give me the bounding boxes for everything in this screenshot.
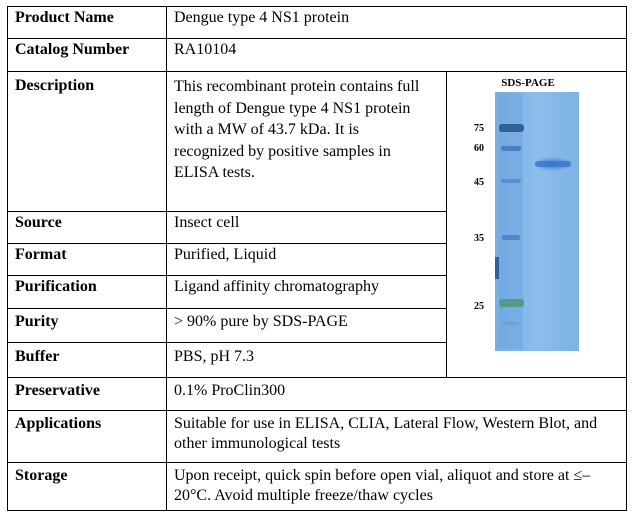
purity-value: > 90% pure by SDS-PAGE [174, 313, 348, 330]
description-label: Description [15, 77, 95, 94]
preservative-label: Preservative [15, 382, 100, 399]
marker-label-45: 45 [474, 177, 484, 188]
format-value: Purified, Liquid [174, 246, 277, 263]
description-value: This recombinant protein contains full length of Dengue type 4 NS1 protein with a MW of 43.7 kDa. It is recognized by positive samples in ELISA tests. [174, 78, 420, 181]
buffer-value: PBS, pH 7.3 [174, 348, 255, 365]
storage-value: Upon receipt, quick spin before open vial, aliquot and store at ≤–20°C. Avoid multiple freeze/thaw cycles [174, 467, 591, 504]
ladder-band-low [503, 322, 519, 325]
product-name-value: Dengue type 4 NS1 protein [174, 9, 350, 26]
applications-label: Applications [15, 415, 102, 432]
applications-value: Suitable for use in ELISA, CLIA, Lateral Flow, Western Blot, and other immunological tests [174, 415, 598, 452]
gel-title: SDS-PAGE [501, 77, 555, 89]
preservative-value: 0.1% ProClin300 [174, 382, 286, 399]
sample-band-core [535, 161, 571, 167]
ladder-band-75 [499, 124, 524, 132]
source-value: Insect cell [174, 214, 240, 231]
ladder-band-60 [501, 146, 521, 151]
buffer-label: Buffer [15, 348, 60, 365]
marker-label-60: 60 [474, 143, 484, 154]
catalog-number-value: RA10104 [174, 41, 237, 58]
ladder-band-35 [502, 235, 520, 240]
marker-label-75: 75 [474, 123, 484, 134]
marker-label-35: 35 [474, 233, 484, 244]
ladder-band-45 [501, 179, 521, 183]
purity-label: Purity [15, 313, 59, 330]
marker-label-25: 25 [474, 301, 484, 312]
ladder-band-25 [499, 299, 524, 307]
format-label: Format [15, 246, 67, 263]
purification-value: Ligand affinity chromatography [174, 278, 379, 295]
storage-label: Storage [15, 467, 68, 484]
product-name-label: Product Name [15, 9, 114, 26]
catalog-number-label: Catalog Number [15, 41, 130, 58]
gel-edge-mark [495, 257, 499, 279]
source-label: Source [15, 214, 62, 231]
sds-page-gel-image [447, 71, 626, 377]
purification-label: Purification [15, 278, 97, 295]
